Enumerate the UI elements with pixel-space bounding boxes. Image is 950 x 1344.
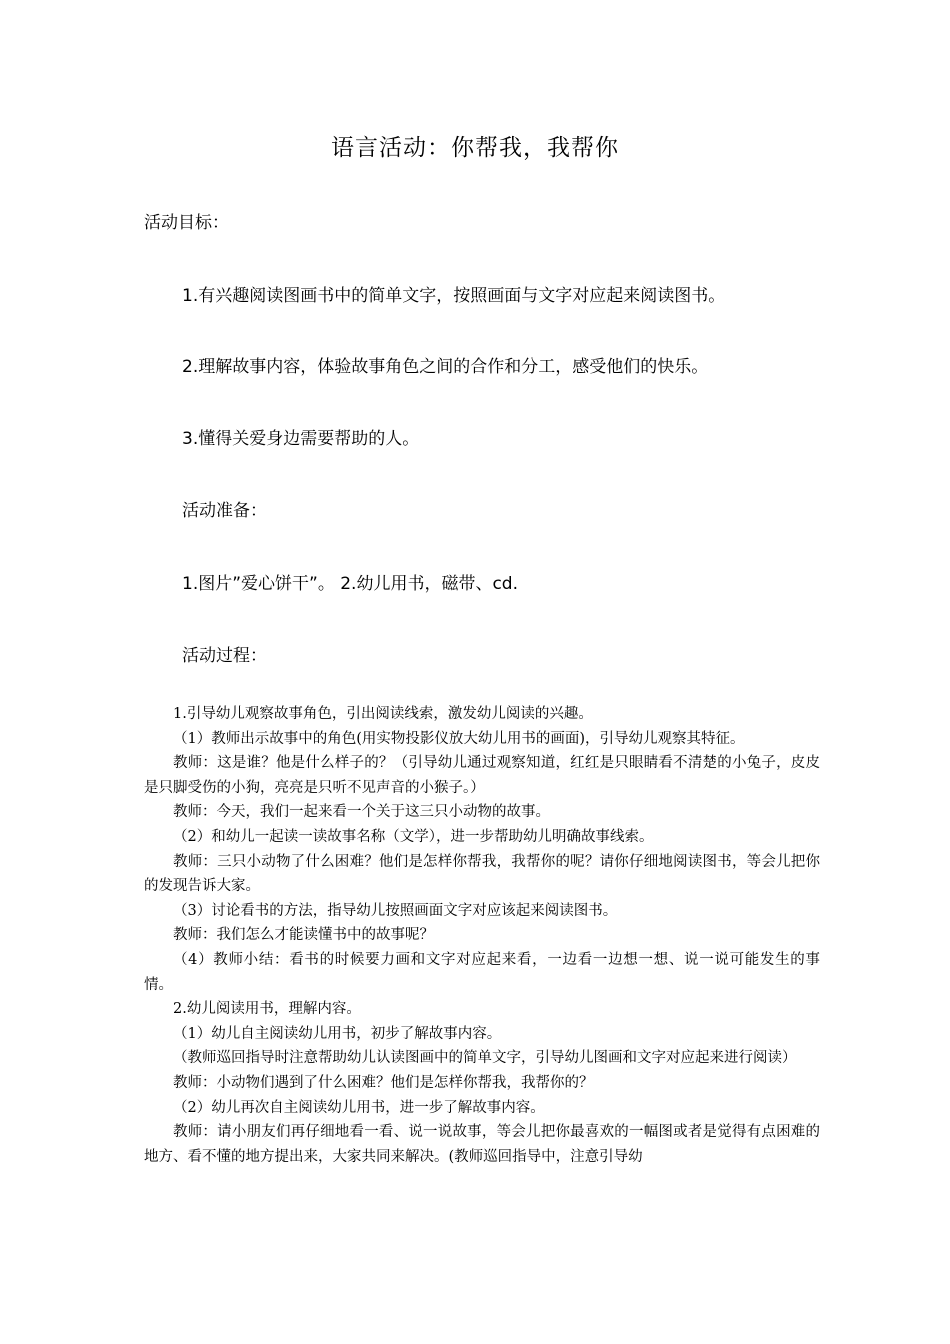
process-paragraph: 教师：三只小动物了什么困难？他们是怎样你帮我，我帮你的呢？请你仔细地阅读图书，等会儿把你的发现告诉大家。: [144, 853, 820, 895]
goal-item-1: 1.有兴趣阅读图画书中的简单文字，按照画面与文字对应起来阅读图书。: [182, 286, 726, 306]
process-paragraph: 1.引导幼儿观察故事角色，引出阅读线索，激发幼儿阅读的兴趣。: [173, 706, 593, 722]
process-paragraph: （2）幼儿再次自主阅读幼儿用书，进一步了解故事内容。: [173, 1099, 545, 1116]
goal-item-3: 3.懂得关爱身边需要帮助的人。: [182, 429, 420, 449]
process-paragraph: 教师：今天，我们一起来看一个关于这三只小动物的故事。: [173, 804, 550, 821]
process-paragraph: 教师：我们怎么才能读懂书中的故事呢？: [173, 927, 434, 944]
process-paragraph: （1）教师出示故事中的角色(用实物投影仪放大幼儿用书的画面)，引导幼儿观察其特征。: [173, 730, 745, 747]
process-paragraph: （教师巡回指导时注意帮助幼儿认读图画中的简单文字，引导幼儿图画和文字对应起来进行阅读）: [173, 1050, 797, 1067]
process-heading: 活动过程：: [182, 646, 267, 666]
process-paragraph: 教师：小动物们遇到了什么困难？他们是怎样你帮我，我帮你的？: [173, 1074, 594, 1091]
process-paragraph: （2）和幼儿一起读一读故事名称（文学），进一步帮助幼儿明确故事线索。: [173, 828, 654, 845]
process-paragraph: （4）教师小结：看书的时候要力画和文字对应起来看，一边看一边想一想、说一说可能发生的事情。: [144, 951, 820, 993]
prep-text: 1.图片”爱心饼干”。 2.幼儿用书，磁带、cd.: [182, 574, 518, 594]
process-paragraph: （3）讨论看书的方法，指导幼儿按照画面文字对应该起来阅读图书。: [173, 902, 618, 919]
goals-heading: 活动目标：: [144, 213, 229, 233]
process-paragraph: 教师：这是谁？他是什么样子的？（引导幼儿通过观察知道，红红是只眼睛看不清楚的小兔子，皮皮是只脚受伤的小狗，亮亮是只听不见声音的小猴子。）: [144, 755, 820, 796]
goal-item-2: 2.理解故事内容，体验故事角色之间的合作和分工，感受他们的快乐。: [182, 357, 709, 377]
process-body: [144, 702, 820, 1169]
process-paragraph: （1）幼儿自主阅读幼儿用书，初步了解故事内容。: [173, 1025, 502, 1042]
document-title: 语言活动：你帮我，我帮你: [331, 135, 619, 161]
process-paragraph: 2.幼儿阅读用书，理解内容。: [173, 1001, 361, 1018]
prep-heading: 活动准备：: [182, 501, 267, 521]
process-paragraph: 教师：请小朋友们再仔细地看一看、说一说故事，等会儿把你最喜欢的一幅图或者是觉得有点困难的地方、看不懂的地方提出来，大家共同来解决。(教师巡回指导中，注意引导幼: [144, 1124, 820, 1165]
